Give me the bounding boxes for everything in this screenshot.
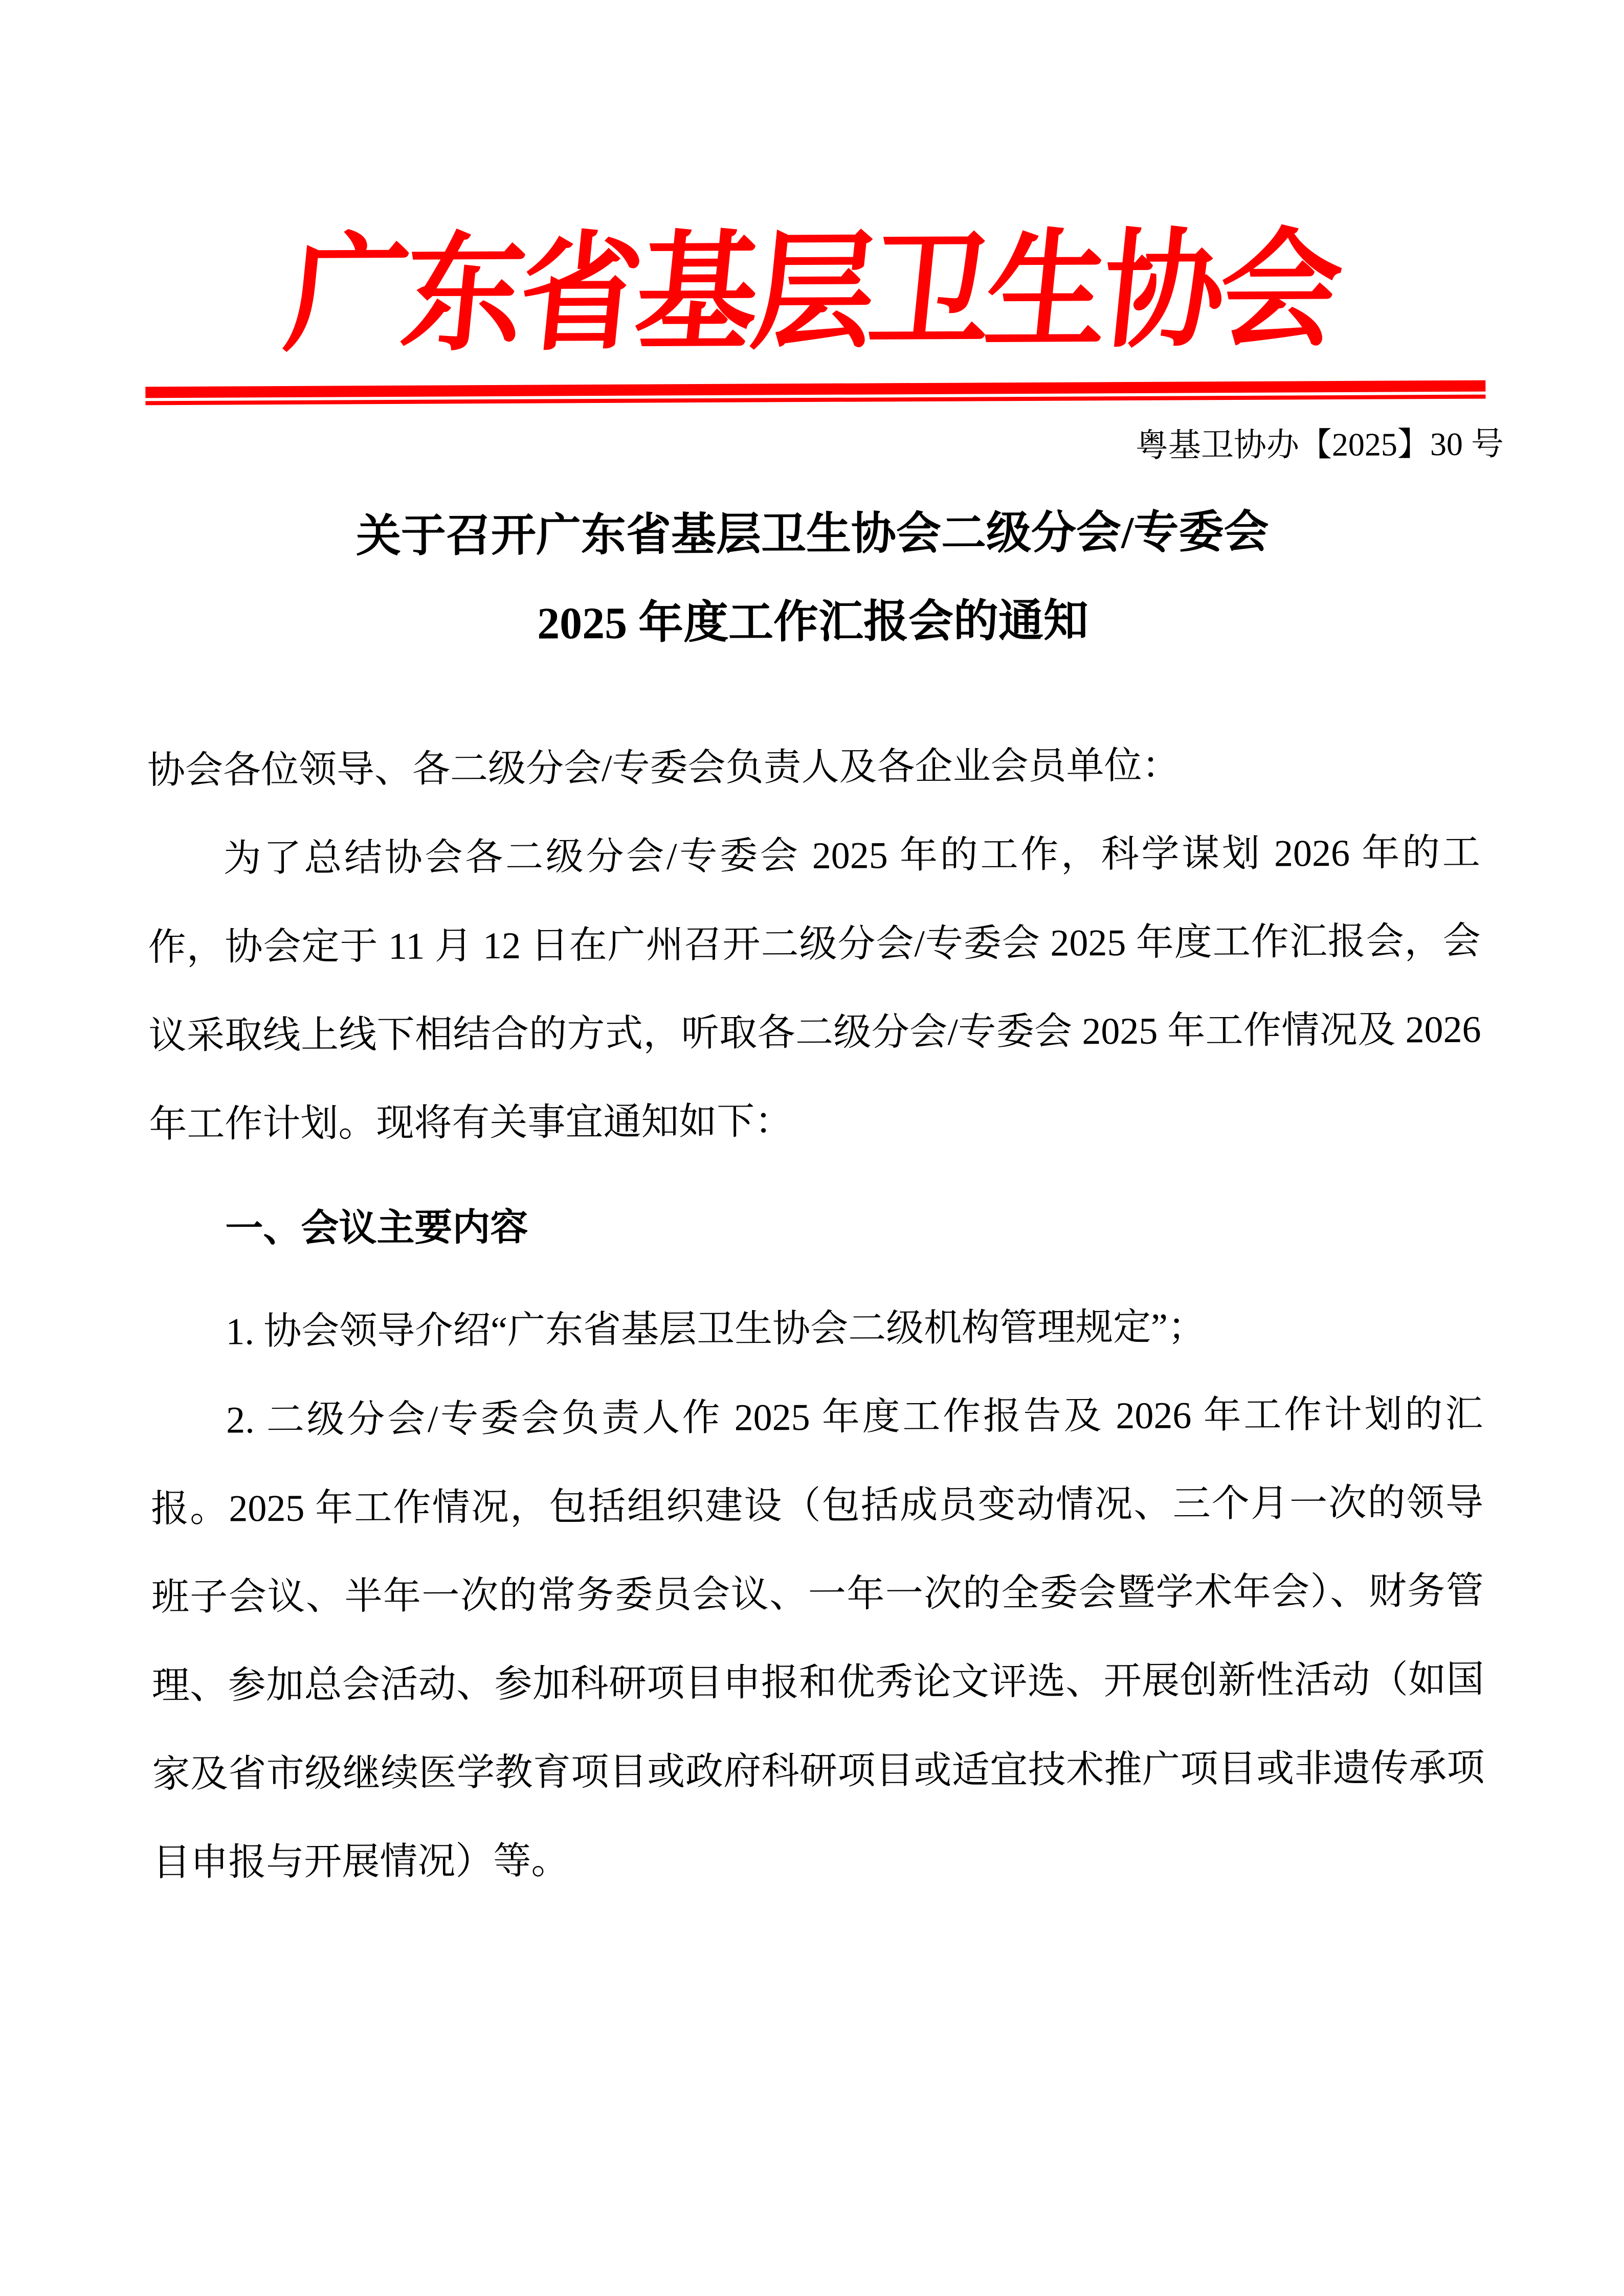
doc-title [146,488,1479,670]
salutation: 协会各位领导、各二级分会/专委会负责人及各企业会员单位： [147,745,1180,792]
list-item-2: 2. 二级分会/专委会负责人作 2025 年度工作报告及 2026 年工作计划的汇报。2025 年工作情况，包括组织建设（包括成员变动情况、三个月一次的领导班子会议、半年一次的常务委员会议、一年一次的全委会暨学术年会）、财务管理、参加总会活动、参加科研项目申报和优秀论文评选、开展创新性活动（如国家及省市级继续医学教育项目或政府科研项目或适宜技术推广项目或非遗传承项目申报与开展情况）等。 [150,1393,1485,1884]
org-title [0,213,1623,375]
doc-number: 粤基卫协办【2025】30 号 [1135,425,1504,464]
doc-body [147,721,1485,1908]
org-title-text: 广东省基层卫生协会 [279,220,1343,368]
doc-title-line1: 关于召开广东省基层卫生协会二级分会/专委会 [355,507,1269,562]
section-1-heading: 一、会议主要内容 [225,1205,528,1250]
doc-title-line2: 2025 年度工作汇报会的通知 [537,596,1089,649]
list-item-1: 1. 协会领导介绍“广东省基层卫生协会二级机构管理规定”； [226,1306,1206,1353]
paragraph-1: 为了总结协会各二级分会/专委会 2025 年的工作，科学谋划 2026 年的工作，协会定于 11 月 12 日在广州召开二级分会/专委会 2025 年度工作汇报会，会议采取线上线下相结合的方式，听取各二级分会/专委会 2025 年工作情况及 2026 年工作计划。现将有关事宜通知如下： [148,831,1481,1146]
